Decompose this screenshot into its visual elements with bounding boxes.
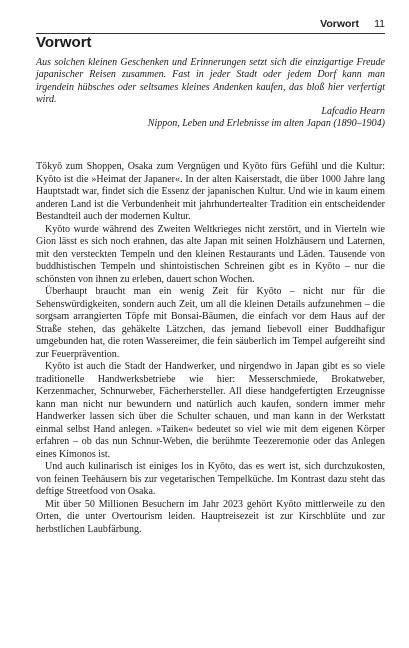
chapter-title: Vorwort <box>36 34 92 51</box>
paragraph: Kyōto ist auch die Stadt der Handwerker, und nirgendwo in Japan gibt es so viele traditionelle Handwerksbetriebe wie hier: Messerschmiede, Brokatweber, Kerzenmacher, Schnurweber, Fächerhersteller. All diese handgefertigten Erzeugnisse kann man nicht nur bewundern und natürlich auch kaufen, sondern immer mehr Handwerker lassen sich über die Schulter schauen, und man kann in der Werkstatt einmal selbst Hand anlegen. »Taiken« bedeutet so viel wie mit dem eigenen Körper erfahren – ob das nun Schnur-Weben, die berühmte Teezeremonie oder das Anlegen eines Kimonos ist. <box>36 361 385 460</box>
paragraph: Tōkyō zum Shoppen, Osaka zum Vergnügen und Kyōto fürs Gefühl und die Kultur: Kyōto ist die »Heimat der Japaner«. In der alten Kaiserstadt, die über 1000 Jahre lang Hauptstadt war, findet sich die Essenz der japanischen Kultur. Und wie in kaum einem anderen Land ist die Verbundenheit mit jahrhundertealter Tradition ein entscheidender Bestandteil auch der modernen Kultur. <box>36 161 385 222</box>
page-number: 11 <box>374 18 385 30</box>
paragraph: Mit über 50 Millionen Besuchern im Jahr 2023 gehört Kyōto mittlerweile zu den Orten, die unter Overtourism leiden. Hauptreisezeit ist zur Kirschblüte und zur herbstlichen Laubfärbung. <box>36 498 385 535</box>
paragraph: Kyōto wurde während des Zweiten Weltkrieges nicht zerstört, und in Vierteln wie Gion lässt es sich noch erahnen, das alte Japan mit seinen Holzhäusern und Laternen, mit den versteckten Tempeln und den kleinen Restaurants und Läden. Tausende von buddhistischen Tempeln und shintoistischen Schreinen gibt es in Kyōto – nur die schönsten von ihnen zu erleben, dauert schon Wochen. <box>36 223 385 285</box>
paragraph: Und auch kulinarisch ist einiges los in Kyōto, das es wert ist, sich durchzukosten, von feinen Teehäusern bis zur vegetarischen Tempelküche. Im Kontrast dazu steht das deftige Streetfood von Osaka. <box>36 461 385 497</box>
epigraph-author: Lafcadio Hearn <box>321 106 385 118</box>
running-head-section: Vorwort <box>320 18 359 30</box>
body-text <box>36 161 385 536</box>
epigraph-source: Nippon, Leben und Erlebnisse im alten Japan (1890–1904) <box>147 118 385 130</box>
paragraph: Überhaupt braucht man ein wenig Zeit für Kyōto – nicht nur für die Sehenswürdigkeiten, sondern auch Zeit, um all die kleinen Details aufzunehmen – die sorgsam arrangierten Töpfe mit Bonsai-Bäumen, die einfach vor dem Haus auf der Straße stehen, das gehäkelte Lätzchen, das jemand liebevoll einer Buddhafigur umgebunden hat, die roten Wassereimer, die fein säuberlich im Tempel aufgereiht sind zur Feuerprävention. <box>36 286 385 360</box>
epigraph-quote: Aus solchen kleinen Geschenken und Erinnerungen setzt sich die einzigartige Freude japanischer Reisen zusammen. Fast in jeder Stadt oder jedem Dorf kann man irgendein hübsches oder seltsames kleines Andenken kaufen, das bloß hier verfertigt wird. <box>36 57 385 105</box>
epigraph <box>36 57 385 131</box>
